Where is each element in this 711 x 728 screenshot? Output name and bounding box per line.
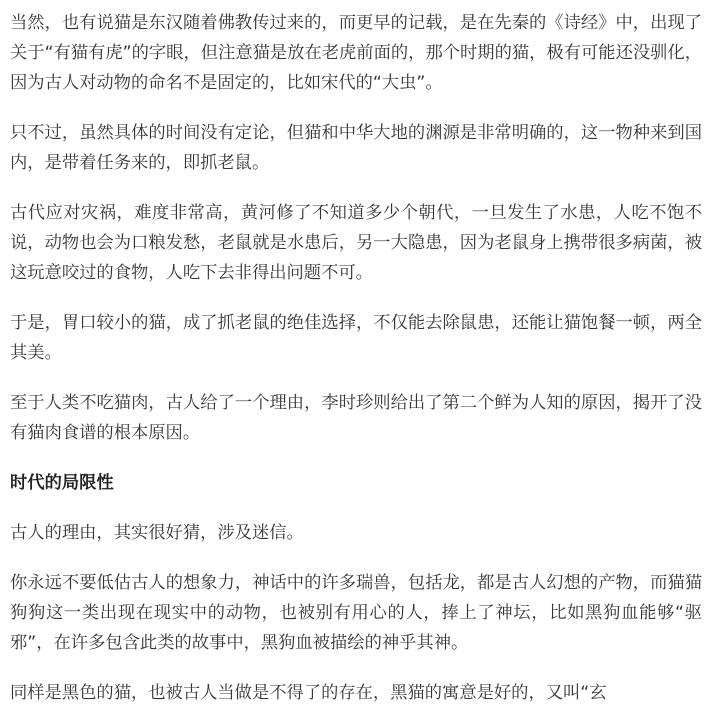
paragraph-1: 当然，也有说猫是东汉随着佛教传过来的，而更早的记载，是在先秦的《诗经》中，出现了关于“有猫有虎”的字眼，但注意猫是放在老虎前面的，那个时期的猫，极有可能还没驯化，因为古人对动物的命名不是固定的，比如宋代的“大虫”。 [10,13,702,93]
paragraph-7: 你永远不要低估古人的想象力，神话中的许多瑞兽，包括龙，都是古人幻想的产物，而猫猫狗狗这一类出现在现实中的动物，也被别有用心的人，捧上了神坛，比如黑狗血能够“驱邪”，在许多包含此类的故事中，黑狗血被描绘的神乎其神。 [10,573,702,653]
paragraph-5: 至于人类不吃猫肉，古人给了一个理由，李时珍则给出了第二个鲜为人知的原因，揭开了没有猫肉食谱的根本原因。 [10,393,702,443]
paragraph-8: 同样是黑色的猫，也被古人当做是不得了的存在，黑猫的寓意是好的，又叫“玄 [10,683,607,703]
paragraph-6: 古人的理由，其实很好猜，涉及迷信。 [10,523,304,543]
paragraph-2: 只不过，虽然具体的时间没有定论，但猫和中华大地的渊源是非常明确的，这一物种来到国内，是带着任务来的，即抓老鼠。 [10,123,702,173]
paragraph-4: 于是，胃口较小的猫，成了抓老鼠的绝佳选择，不仅能去除鼠患，还能让猫饱餐一顿，两全其美。 [10,313,702,363]
section-heading: 时代的局限性 [10,473,114,493]
paragraph-3: 古代应对灾祸，难度非常高，黄河修了不知道多少个朝代，一旦发生了水患，人吃不饱不说，动物也会为口粮发愁，老鼠就是水患后，另一大隐患，因为老鼠身上携带很多病菌，被这玩意咬过的食物，人吃下去非得出问题不可。 [10,203,702,283]
article-body [10,8,702,728]
